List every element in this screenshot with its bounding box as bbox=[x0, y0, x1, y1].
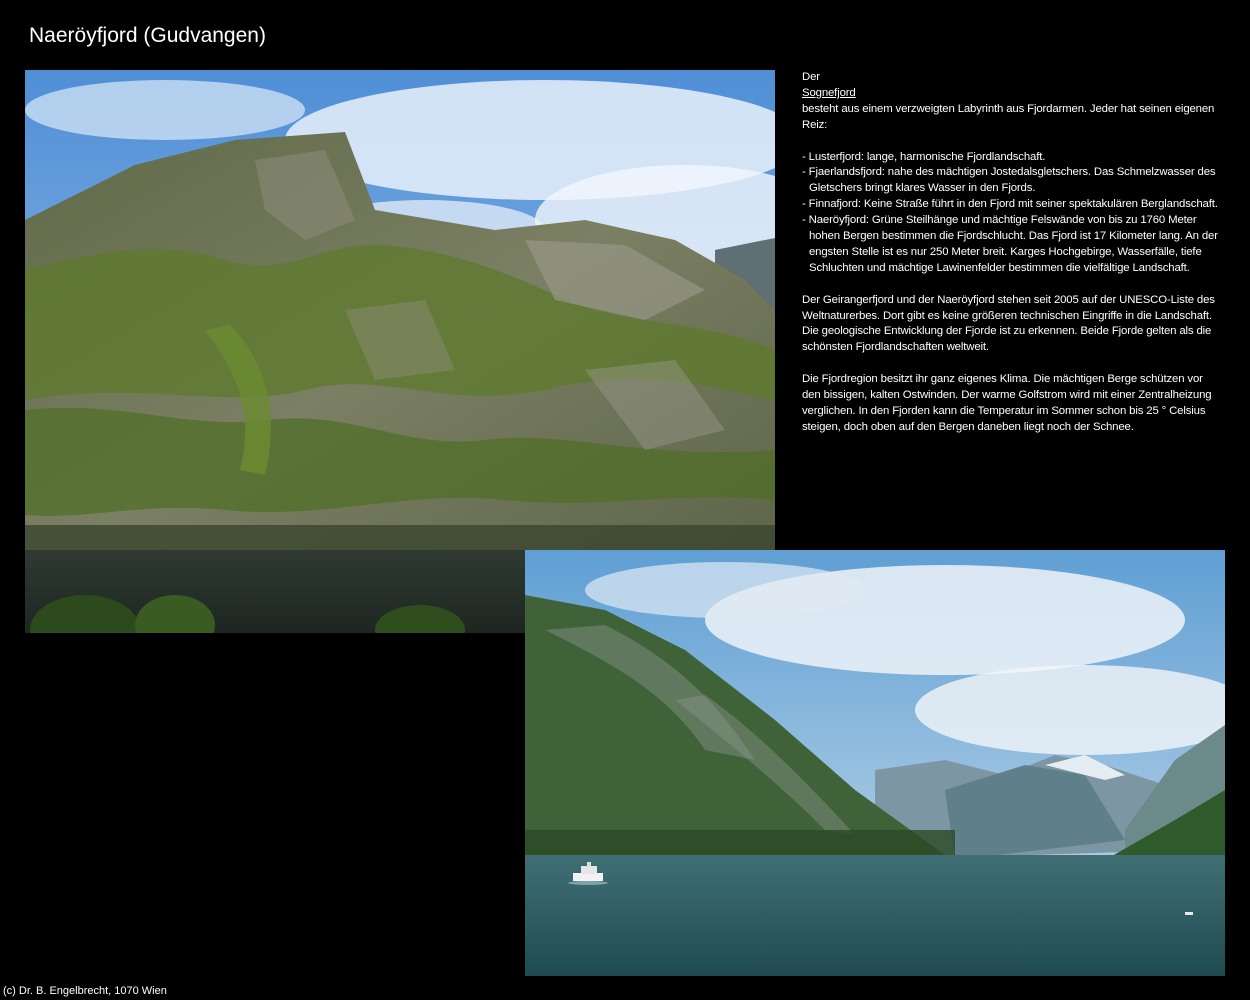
photo-fjord-ferry[interactable] bbox=[525, 550, 1225, 976]
intro-before: Der bbox=[802, 71, 820, 83]
photo-mountain-wall[interactable] bbox=[25, 70, 775, 633]
fjord-list bbox=[802, 150, 1222, 277]
list-item: - Finnafjord: Keine Straße führt in den Fjord mit seiner spektakulären Berglandschaft. bbox=[802, 197, 1222, 213]
intro-paragraph bbox=[802, 70, 1222, 134]
photo-mountain-wall-image bbox=[25, 70, 775, 633]
description-text bbox=[802, 70, 1222, 452]
sognefjord-link[interactable]: Sognefjord bbox=[802, 86, 856, 99]
list-item: - Fjaerlandsfjord: nahe des mächtigen Jostedalsgletschers. Das Schmelzwasser des Gletschers bringt klares Wasser in den Fjords. bbox=[802, 165, 1222, 197]
climate-paragraph: Die Fjordregion besitzt ihr ganz eigenes Klima. Die mächtigen Berge schützen vor den bissigen, kalten Ostwinden. Der warme Golfstrom wird mit einer Zentralheizung verglichen. In den Fjorden kann die Temperatur im Sommer schon bis 25 ° Celsius steigen, doch oben auf den Bergen daneben liegt noch der Schnee. bbox=[802, 373, 1212, 433]
photo-fjord-ferry-image bbox=[525, 550, 1225, 976]
unesco-paragraph: Der Geirangerfjord und der Naeröyfjord stehen seit 2005 auf der UNESCO-Liste des Weltnaturerbes. Dort gibt es keine größeren technischen Eingriffe in die Landschaft. Die geologische Entwicklung der Fjorde ist zu erkennen. Beide Fjorde gelten als die schönsten Fjordlandschaften weltweit. bbox=[802, 293, 1215, 354]
copyright-footer: (c) Dr. B. Engelbrecht, 1070 Wien bbox=[3, 985, 167, 997]
list-item: - Lusterfjord: lange, harmonische Fjordlandschaft. bbox=[802, 150, 1222, 166]
intro-after: besteht aus einem verzweigten Labyrinth aus Fjordarmen. Jeder hat seinen eigenen Reiz: bbox=[802, 102, 1215, 131]
page-title: Naeröyfjord (Gudvangen) bbox=[29, 24, 266, 47]
list-item: - Naeröyfjord: Grüne Steilhänge und mächtige Felswände von bis zu 1760 Meter hohen Bergen bestimmen die Fjordschlucht. Das Fjord ist 17 Kilometer lang. An der engsten Stelle ist es nur 250 Meter breit. Karges Hochgebirge, Wasserfälle, tiefe Schluchten und mächtige Lawinenfelder bestimmen die vielfältige Landschaft. bbox=[802, 213, 1222, 277]
